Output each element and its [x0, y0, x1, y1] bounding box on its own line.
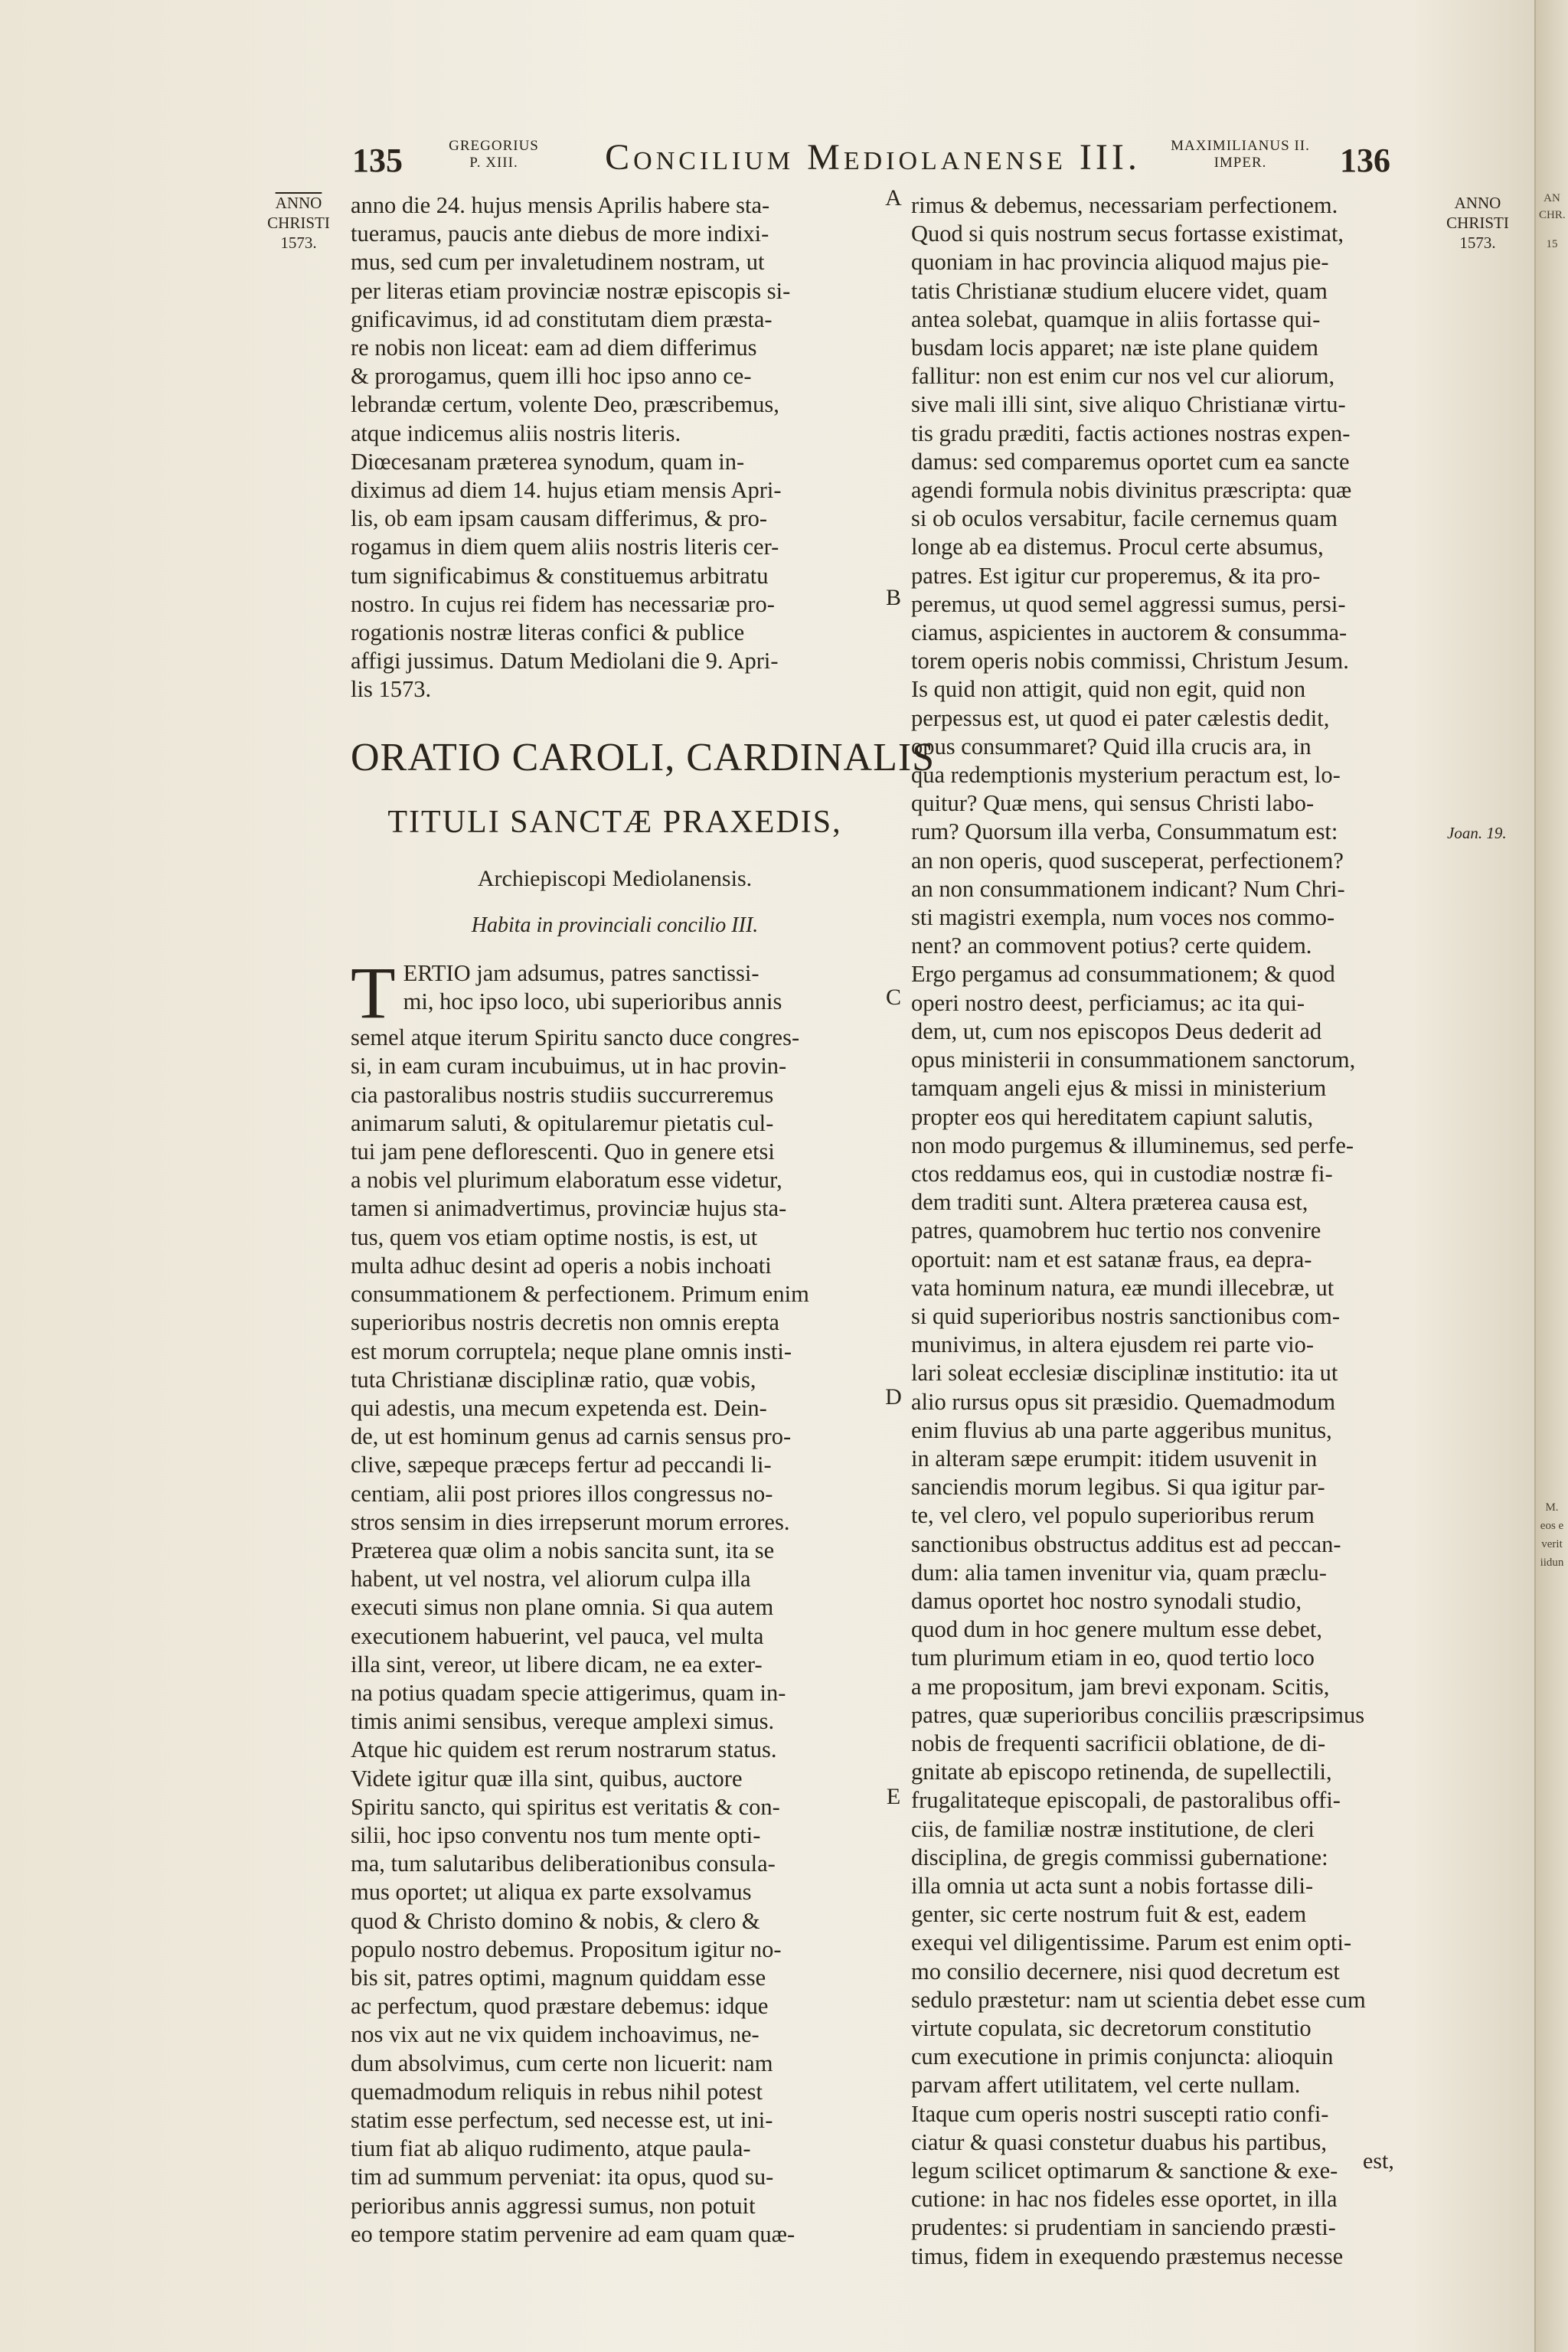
text-line: dem, ut, cum nos episcopos Deus dederit ad [911, 1018, 1322, 1044]
text-line: ciamus, aspicientes in auctorem & consumma- [911, 619, 1348, 646]
text-line: ERTIO jam adsumus, patres sanctissi- [403, 960, 760, 987]
decree-text [351, 191, 879, 704]
text-line: Præterea quæ olim a nobis sancita sunt, ita se [351, 1537, 775, 1563]
oration-continuation [911, 191, 1439, 2271]
text-line: & prorogamus, quem illi hoc ipso anno ce- [351, 363, 752, 390]
left-column [351, 191, 936, 2249]
text-line: si, in eam curam incubuimus, ut in hac provin- [351, 1053, 787, 1080]
text-line: damus: sed comparemus oportet cum ea sancte [911, 448, 1350, 475]
text-line: stros sensim in dies irrepserunt morum errores. [351, 1508, 790, 1535]
text-line: longe ab ea distemus. Procul certe absumus, [911, 534, 1324, 560]
text-line: rogationis nostræ literas confici & publice [351, 619, 745, 646]
text-line: populo nostro debemus. Propositum igitur no- [351, 1936, 782, 1962]
text-line: tatis Christianæ studium elucere videt, quam [911, 277, 1328, 304]
text-line: bis sit, patres optimi, magnum quiddam esse [351, 1964, 766, 1991]
text-line: Spiritu sancto, qui spiritus est veritatis & con- [351, 1793, 780, 1820]
text-line: antea solebat, quamque in aliis fortasse qui- [911, 305, 1321, 332]
text-line: nobis de frequenti sacrificii oblatione, de di- [911, 1730, 1326, 1756]
text-line: opus consummaret? Quid illa crucis ara, in [911, 733, 1312, 760]
text-line: Is quid non attigit, quid non egit, quid non [911, 676, 1306, 703]
text-line: busdam locis apparet; næ iste plane quidem [911, 335, 1318, 361]
margin-year: 1573. [280, 234, 317, 252]
right-column [911, 191, 1439, 2271]
oration-body [351, 1024, 879, 2249]
text-line: in alteram sæpe erumpit: itidem usuvenit in [911, 1445, 1318, 1472]
margin-anno: ANNO [275, 194, 322, 212]
text-line: dum: alia tamen invenitur via, quam præclu- [911, 1559, 1327, 1586]
header-pope [436, 138, 551, 172]
text-line: Videte igitur quæ illa sint, quibus, auctore [351, 1765, 743, 1792]
strip-text: AN [1544, 192, 1560, 204]
section-letter-a: A [885, 185, 902, 211]
text-line: quoniam in hac provincia aliquod majus pie- [911, 249, 1329, 276]
text-line: animarum saluti, & opitularemur pietatis cul- [351, 1109, 774, 1136]
text-line: affigi jussimus. Datum Mediolani die 9. Apri- [351, 648, 779, 675]
text-line: atque indicemus aliis nostris literis. [351, 420, 681, 446]
text-line: genter, sic certe nostrum fuit & est, eadem [911, 1901, 1307, 1928]
margin-christi: CHRISTI [1446, 214, 1509, 232]
text-line: Ergo pergamus ad consummationem; & quod [911, 961, 1335, 988]
section-letter-d: D [885, 1384, 902, 1410]
text-line: diximus ad diem 14. hujus etiam mensis Apri- [351, 477, 782, 504]
text-line: sanctionibus obstructus additus est ad peccan- [911, 1530, 1341, 1557]
header-emperor-name: MAXIMILIANUS II. [1171, 138, 1310, 154]
text-line: statim esse perfectum, sed necesse est, ut ini- [351, 2106, 773, 2133]
text-line: tueramus, paucis ante diebus de more indixi- [351, 220, 769, 247]
oration-archbishop: Archiepiscopi Mediolanensis. [477, 865, 753, 891]
text-line: si ob oculos versabitur, facile cernemus quam [911, 505, 1338, 532]
text-line: torem operis nobis commissi, Christum Jesum. [911, 648, 1349, 675]
text-line: ciis, de familiæ nostræ institutione, de cleri [911, 1815, 1315, 1842]
text-line: perioribus annis aggressi sumus, non potuit [351, 2192, 756, 2219]
text-line: clive, sæpeque præceps fertur ad peccandi li- [351, 1452, 772, 1478]
text-line: tium fiat ab aliquo rudimento, atque paula- [351, 2135, 751, 2162]
text-line: per literas etiam provinciæ nostræ episcopis si- [351, 277, 791, 304]
text-line: rum? Quorsum illa verba, Consummatum est: [911, 818, 1338, 845]
text-line: mus oportet; ut aliqua ex parte exsolvamus [351, 1879, 752, 1906]
text-line: disciplina, de gregis commissi gubernatione: [911, 1844, 1328, 1870]
text-line: mo consilio decernere, nisi quod decretum est [911, 1958, 1340, 1984]
text-line: damus oportet hoc nostro synodali studio, [911, 1587, 1302, 1614]
text-line: consummationem & perfectionem. Primum enim [351, 1281, 809, 1308]
strip-text: M. [1545, 1501, 1559, 1514]
drop-cap: T [351, 952, 396, 1034]
text-line: cum executione in primis conjuncta: alioquin [911, 2043, 1334, 2070]
page-number-right: 136 [1340, 142, 1390, 179]
text-line: sti magistri exempla, num voces nos commo- [911, 904, 1335, 931]
text-line: alio rursus opus sit præsidio. Quemadmodum [911, 1388, 1336, 1415]
header-emperor-title: IMPER. [1214, 155, 1267, 171]
text-line: sanciendis morum legibus. Si qua igitur par- [911, 1474, 1325, 1501]
text-line: patres, quæ superioribus conciliis præscripsimus [911, 1701, 1365, 1728]
text-line: tus, quem vos etiam optime nostis, is est, ut [351, 1223, 758, 1250]
text-line: opus ministerii in consummationem sanctorum, [911, 1047, 1356, 1073]
text-line: ctos reddamus eos, qui in custodiæ nostræ fi- [911, 1160, 1333, 1187]
text-line: lebrandæ certum, volente Deo, præscribemus, [351, 391, 779, 418]
text-line: quemadmodum reliquis in rebus nihil potest [351, 2078, 763, 2105]
section-letter-b: B [885, 585, 901, 610]
text-line: exequi vel diligentissime. Parum est enim opti- [911, 1929, 1352, 1956]
scripture-reference: Joan. 19. [1447, 824, 1507, 842]
text-line: dem traditi sunt. Altera præterea causa est, [911, 1189, 1308, 1216]
text-line: lis 1573. [351, 676, 432, 703]
text-line: munivimus, in altera ejusdem rei parte vio- [911, 1331, 1314, 1358]
text-line: habent, ut vel nostra, vel aliorum culpa illa [351, 1566, 751, 1592]
header-emperor [1164, 138, 1317, 172]
page-number-left: 135 [352, 142, 403, 179]
text-line: tamen si animadvertimus, provinciæ hujus sta- [351, 1195, 787, 1222]
oration-occasion: Habita in provinciali concilio III. [471, 913, 759, 938]
text-line: nos vix aut ne vix quidem inchoavimus, ne- [351, 2021, 760, 2048]
text-line: a me propositum, jam brevi exponam. Scitis, [911, 1673, 1330, 1700]
text-line: tuta Christianæ disciplinæ ratio, quæ vobis, [351, 1366, 756, 1393]
text-line: Itaque cum operis nostri suscepti ratio confi- [911, 2100, 1329, 2127]
running-header [352, 129, 1409, 190]
text-line: nostro. In cujus rei fidem has necessariæ pro- [351, 590, 775, 617]
text-line: quod & Christo domino & nobis, & clero & [351, 1907, 760, 1934]
margin-year-left [253, 193, 345, 253]
oration-first-lines [351, 959, 879, 1016]
text-line: lis, ob eam ipsam causam differimus, & pro- [351, 505, 768, 532]
text-line: oportuit: nam et est satanæ fraus, ea depra- [911, 1246, 1312, 1272]
text-line: rimus & debemus, necessariam perfectionem. [911, 192, 1338, 218]
text-line: ciatur & quasi constetur duabus his partibus, [911, 2128, 1327, 2155]
text-line: patres, quamobrem huc tertio nos convenire [911, 1217, 1321, 1244]
text-line: qua redemptionis mysterium peractum est, lo- [911, 762, 1341, 789]
text-line: est morum corruptela; neque plane omnis insti- [351, 1338, 792, 1364]
text-line: illa omnia ut acta sunt a nobis fortasse dili- [911, 1872, 1314, 1899]
text-line: gnificavimus, id ad constitutam diem præsta- [351, 305, 773, 332]
margin-year-right [1432, 193, 1524, 253]
text-line: Atque hic quidem est rerum nostrarum status. [351, 1736, 777, 1763]
text-line: na potius quadam specie attigerimus, quam in- [351, 1679, 786, 1706]
text-line: fallitur: non est enim cur nos vel cur aliorum, [911, 363, 1335, 390]
text-line: mus, sed cum per invaletudinem nostram, ut [351, 249, 765, 276]
text-line: tum significabimus & constituemus arbitratu [351, 562, 769, 589]
header-pope-number: P. XIII. [469, 155, 518, 171]
text-line: an non operis, quod susceperat, perfectionem? [911, 847, 1344, 874]
text-line: tim ad summum perveniat: ita opus, quod su- [351, 2164, 774, 2190]
text-line: a nobis vel plurimum elaboratum esse videtur, [351, 1167, 782, 1194]
catchword: est, [1363, 2148, 1394, 2174]
text-line: enim fluvius ab una parte aggeribus munitus, [911, 1416, 1332, 1443]
text-line: an non consummationem indicant? Num Chri- [911, 875, 1345, 902]
text-line: tum plurimum etiam in eo, quod tertio loco [911, 1645, 1315, 1671]
text-line: operi nostro deest, perficiamus; ac ita qui- [911, 989, 1305, 1016]
text-line: frugalitateque episcopali, de pastoralibus offi- [911, 1787, 1341, 1814]
text-line: propter eos qui hereditatem capiunt salutis, [911, 1103, 1314, 1130]
text-line: qui adestis, una mecum expetenda est. Dein- [351, 1394, 767, 1421]
header-pope-name: GREGORIUS [449, 138, 539, 154]
strip-text: 15 [1546, 238, 1558, 250]
text-line: sive mali illi sint, sive aliquo Christianæ virtu- [911, 391, 1346, 418]
margin-year: 1573. [1459, 234, 1496, 252]
text-line: cia pastoralibus nostris studiis succurreremus [351, 1081, 774, 1108]
text-line: centiam, alii post priores illos congressus no- [351, 1480, 773, 1507]
margin-anno: ANNO [1454, 194, 1501, 212]
section-letter-e: E [886, 1784, 901, 1809]
text-line: semel atque iterum Spiritu sancto duce congres- [351, 1024, 800, 1051]
text-line: eo tempore statim pervenire ad eam quam quæ- [351, 2220, 795, 2247]
oration-heading: ORATIO CAROLI, CARDINALIS [351, 735, 936, 779]
adjacent-page-edge [1534, 0, 1568, 2352]
oration-text [351, 952, 879, 2249]
text-line: tis gradu præditi, factis actiones nostras expen- [911, 420, 1351, 446]
text-line: parvam affert utilitatem, vel certe nullam. [911, 2072, 1301, 2099]
text-line: gnitate ab episcopo retinenda, de supellectili, [911, 1759, 1332, 1785]
text-line: peremus, ut quod semel aggressi sumus, persi- [911, 590, 1346, 617]
text-line: timus, fidem in exequendo præstemus necesse [911, 2243, 1344, 2269]
text-line: lari soleat ecclesiæ disciplinæ institutio: ita ut [911, 1360, 1338, 1387]
strip-text: iidun [1540, 1557, 1564, 1569]
text-line: superioribus nostris decretis non omnis erepta [351, 1309, 779, 1336]
text-line: quitur? Quæ mens, qui sensus Christi labo- [911, 790, 1315, 817]
text-line: multa adhuc desint ad operis a nobis inchoati [351, 1252, 772, 1279]
text-line: sedulo præstetur: nam ut scientia debet esse cum [911, 1986, 1366, 2013]
text-line: cutione: in hac nos fideles esse oportet, in illa [911, 2186, 1338, 2213]
text-line: perpessus est, ut quod ei pater cælestis dedit, [911, 704, 1330, 731]
text-line: rogamus in diem quem aliis nostris literis cer- [351, 534, 779, 560]
text-line: si quid superioribus nostris sanctionibus com- [911, 1302, 1340, 1329]
text-line: executi simus non plane omnia. Si qua autem [351, 1594, 774, 1621]
text-line: non modo purgemus & illuminemus, sed perfe- [911, 1132, 1354, 1158]
text-line: te, vel clero, vel populo superioribus rerum [911, 1502, 1315, 1529]
text-line: Quod si quis nostrum secus fortasse existimat, [911, 220, 1344, 247]
section-letter-c: C [885, 985, 901, 1010]
oration-subheading: TITULI SANCTÆ PRAXEDIS, [387, 804, 842, 840]
text-line: silii, hoc ipso conventu nos tum mente opti- [351, 1821, 761, 1848]
text-line: agendi formula nobis divinitus præscripta: quæ [911, 477, 1352, 504]
text-line: patres. Est igitur cur properemus, & ita pro- [911, 562, 1321, 589]
text-line: legum scilicet optimarum & sanctione & exe- [911, 2158, 1338, 2184]
margin-christi: CHRISTI [267, 214, 330, 232]
text-line: mi, hoc ipso loco, ubi superioribus annis [403, 988, 782, 1015]
text-line: de, ut est hominum genus ad carnis sensus pro- [351, 1423, 792, 1450]
text-line: re nobis non liceat: eam ad diem differimus [351, 335, 757, 361]
text-line: prudentes: si prudentiam in sanciendo præsti- [911, 2214, 1336, 2241]
text-line: executionem habuerint, vel pauca, vel multa [351, 1622, 764, 1649]
strip-text: CHR. [1539, 209, 1566, 221]
strip-text: eos e [1540, 1520, 1564, 1532]
text-line: tui jam pene deflorescenti. Quo in genere etsi [351, 1138, 775, 1165]
header-title: Concilium Mediolanense III. [605, 137, 1141, 178]
text-line: quod dum in hoc genere multum esse debet, [911, 1616, 1323, 1643]
strip-text: verit [1541, 1538, 1563, 1550]
text-line: vata hominum natura, eæ mundi illecebræ, ut [911, 1274, 1334, 1301]
text-line: tamquam angeli ejus & missi in ministerium [911, 1075, 1327, 1102]
text-line: dum absolvimus, cum certe non licuerit: nam [351, 2050, 773, 2076]
text-line: anno die 24. hujus mensis Aprilis habere sta- [351, 192, 770, 218]
text-line: illa sint, vereor, ut libere dicam, ne ea exter- [351, 1651, 763, 1677]
text-line: virtute copulata, sic decretorum constitutio [911, 2015, 1312, 2041]
text-line: Diœcesanam præterea synodum, quam in- [351, 448, 745, 475]
text-line: nent? an commovent potius? certe quidem. [911, 933, 1312, 959]
text-line: ac perfectum, quod præstare debemus: idque [351, 1993, 769, 2020]
text-line: timis animi sensibus, vereque amplexi simus. [351, 1708, 775, 1735]
text-line: ma, tum salutaribus deliberationibus consula- [351, 1851, 776, 1877]
